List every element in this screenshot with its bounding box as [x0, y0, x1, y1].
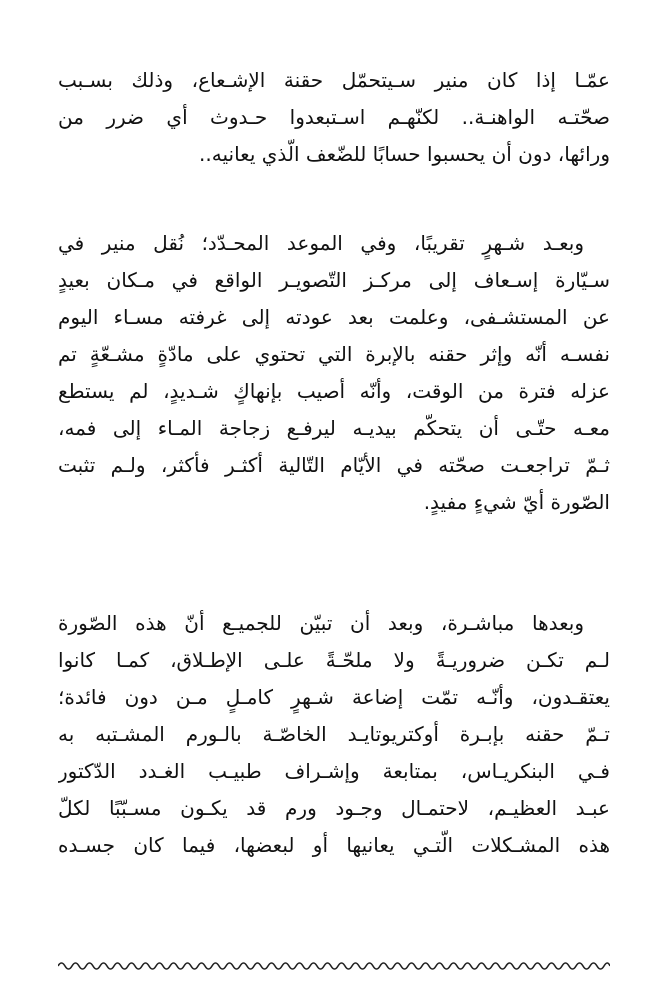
text-line: عمّـا إذا كان منير سـيتحمّل حقنة الإشـعاع، وذلك بسـبب	[58, 68, 610, 92]
text-line: ثـمّ تراجعـت صحّته في الأيّام التّالية أكثـر فأكثر، ولـم تثبت	[58, 453, 610, 477]
text-line: هذه المشـكلات الّتـي يعانيها أو لبعضها، فيما كان جسـده	[58, 833, 610, 857]
text-line: لـم تكـن ضروريـةً ولا ملحّـةً علـى الإطـلاق، كمـا كانوا	[58, 648, 610, 672]
text-line: عزله فترة من الوقت، وأنّه أصيب بإنهاكٍ شـديدٍ، لم يستطع	[58, 379, 610, 403]
paragraph-3	[58, 605, 610, 864]
text-line: وبعدها مباشـرة، وبعد أن تبيّن للجميـع أنّ هذه الصّورة	[58, 611, 584, 635]
text-line: صحّتـه الواهنـة.. لكنّهـم اسـتبعدوا حـدوث أي ضرر من	[58, 105, 610, 129]
text-line: فـي البنكريـاس، بمتابعة وإشـراف طبيـب الغـدد الدّكتور	[58, 759, 610, 783]
text-line: يعتقـدون، وأنّـه تمّت إضاعة شـهرٍ كامـلٍ مـن دون فائدة؛	[58, 685, 610, 709]
text-line: عن المستشـفى، وعلمت بعد عودته إلى غرفته مسـاء اليوم	[58, 305, 610, 329]
text-line: تـمّ حقنه بإبـرة أوكتريوتايـد الخاصّـة بالـورم المشـتبه به	[58, 722, 610, 746]
paragraph-2	[58, 225, 610, 521]
text-line: الصّورة أيّ شيءٍ مفيدٍ.	[423, 490, 610, 514]
text-line: سـيّارة إسـعاف إلى مركـز التّصويـر الواقع في مـكان بعيدٍ	[58, 268, 610, 292]
paragraph-1	[58, 62, 610, 173]
text-line: ورائها، دون أن يحسبوا حسابًا للضّعف الّذي يعانيه..	[199, 142, 610, 166]
wavy-divider	[58, 960, 610, 972]
text-line: نفسـه أنّه وإثر حقنه بالإبرة التي تحتوي على مادّةٍ مشـعّةٍ تم	[58, 342, 610, 366]
text-line: وبعـد شـهرٍ تقريبًا، وفي الموعد المحـدّد؛ نُقل منير في	[58, 231, 584, 255]
text-line: عبـد العظيـم، لاحتمـال وجـود ورم قد يكـون مسـبّبًا لكلّ	[58, 796, 610, 820]
text-line: معـه حتّـى أن يتحكّم بيديـه ليرفـع زجاجة المـاء إلى فمه،	[58, 416, 610, 440]
